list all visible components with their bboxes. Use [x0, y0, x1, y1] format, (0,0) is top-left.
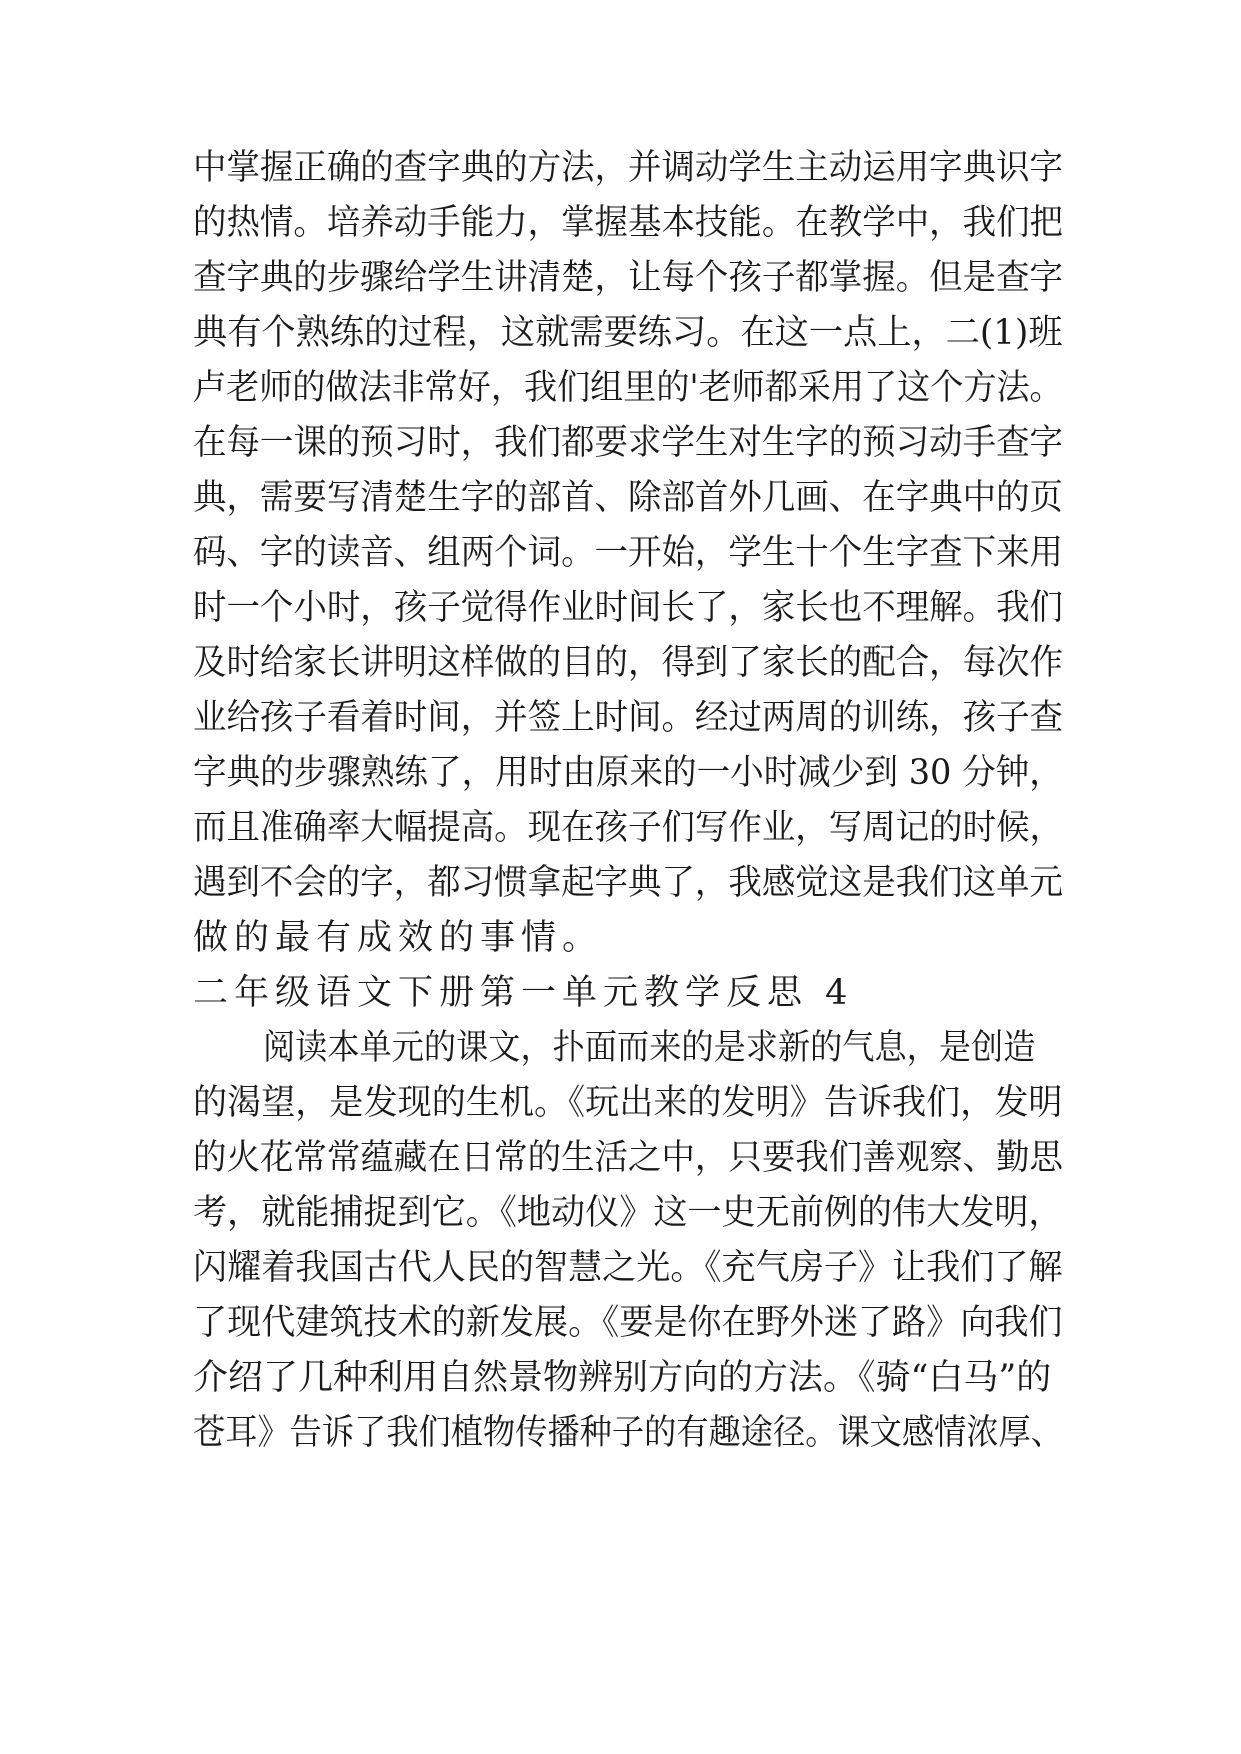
paragraph-line: 做的最有成效的事情。 — [193, 918, 604, 958]
paragraph-line: 卢老师的做法非常好，我们组里的'老师都采用了这个方法。 — [193, 368, 1063, 408]
paragraph-line: 闪耀着我国古代人民的智慧之光。《充气房子》让我们了解 — [193, 1248, 1063, 1288]
section-heading: 二年级语文下册第一单元教学反思 4 — [193, 973, 854, 1013]
paragraph-line: 阅读本单元的课文，扑面而来的是求新的气息，是创造 — [263, 1028, 1036, 1068]
paragraph-line: 典，需要写清楚生字的部首、除部首外几画、在字典中的页 — [193, 478, 1064, 518]
paragraph-line: 中掌握正确的查字典的方法，并调动学生主动运用字典识字 — [193, 148, 1064, 188]
paragraph-line: 的火花常常蕴藏在日常的生活之中，只要我们善观察、勤思 — [193, 1138, 1064, 1178]
paragraph-line: 字典的步骤熟练了，用时由原来的一小时减少到 30 分钟， — [193, 753, 1063, 793]
paragraph-line: 码、字的读音、组两个词。一开始，学生十个生字查下来用 — [193, 533, 1064, 573]
paragraph-line: 了现代建筑技术的新发展。《要是你在野外迷了路》向我们 — [193, 1303, 1063, 1343]
paragraph-line: 典有个熟练的过程，这就需要练习。在这一点上，二(1)班 — [193, 313, 1063, 353]
paragraph-line: 及时给家长讲明这样做的目的，得到了家长的配合，每次作 — [193, 643, 1064, 683]
paragraph-line: 在每一课的预习时，我们都要求学生对生字的预习动手查字 — [193, 423, 1064, 463]
paragraph-line: 而且准确率大幅提高。现在孩子们写作业，写周记的时候， — [193, 808, 1064, 848]
paragraph-line: 苍耳》告诉了我们植物传播种子的有趣途径。课文感情浓厚、 — [193, 1413, 1064, 1453]
paragraph-line: 介绍了几种利用自然景物辨别方向的方法。《骑“白马”的 — [193, 1358, 1052, 1398]
paragraph-line: 考，就能捕捉到它。《地动仪》这一史无前例的伟大发明， — [193, 1193, 1063, 1233]
paragraph-line: 遇到不会的字，都习惯拿起字典了，我感觉这是我们这单元 — [193, 863, 1064, 903]
paragraph-line: 的热情。培养动手能力，掌握基本技能。在教学中，我们把 — [193, 203, 1064, 243]
paragraph-line: 的渴望，是发现的生机。《玩出来的发明》告诉我们，发明 — [193, 1083, 1063, 1123]
paragraph-line: 查字典的步骤给学生讲清楚，让每个孩子都掌握。但是查字 — [193, 258, 1064, 298]
paragraph-line: 时一个小时，孩子觉得作业时间长了，家长也不理解。我们 — [193, 588, 1064, 628]
paragraph-line: 业给孩子看着时间，并签上时间。经过两周的训练，孩子查 — [193, 698, 1064, 738]
